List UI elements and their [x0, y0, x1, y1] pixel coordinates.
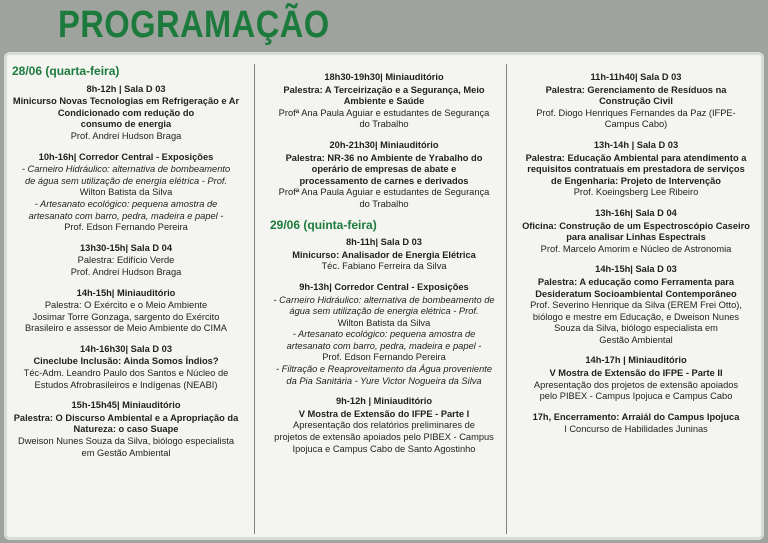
event-detail-line: Prof. Koeingsberg Lee Ribeiro — [573, 187, 699, 198]
event-time-location: 17h, Encerramento: Arraiál do Campus Ipojuca — [532, 411, 740, 422]
event-detail-line: Souza da Silva, biólogo especialista em — [554, 323, 718, 334]
event-detail-line: requisitos contratuais em prestadora de serviços — [527, 164, 745, 175]
schedule-event — [8, 152, 244, 234]
event-detail-line: - Filtração e Reaproveitamento da Água proveniente — [275, 364, 493, 375]
event-time-location: 13h-16h| Sala D 04 — [595, 207, 677, 218]
schedule-event — [266, 72, 502, 131]
event-detail-line: de água sem utilização de energia elétrica - Prof. — [24, 175, 228, 186]
event-detail-line: Construção Civil — [599, 96, 673, 107]
event-detail-line: Profª Ana Paula Aguiar e estudantes de Segurança — [278, 107, 490, 118]
event-detail-line: pelo PIBEX - Campus Ipojuca e Campus Cabo — [539, 391, 733, 402]
event-detail-line: Prof. Marcelo Amorim e Núcleo de Astronomia — [540, 243, 732, 254]
event-detail-line: Ipojuca e Campus Cabo de Santo Agostinho — [292, 443, 476, 454]
schedule-event — [510, 355, 762, 402]
event-detail-line: Campus Cabo) — [604, 119, 668, 130]
event-detail-line: Téc. Fabiano Ferreira da Silva — [321, 261, 447, 272]
event-detail-line: Ambiente e Saúde — [343, 96, 425, 107]
schedule-event — [266, 282, 502, 387]
event-detail-line: V Mostra de Extensão do IFPE - Parte I — [298, 408, 470, 419]
schedule-column-3 — [510, 72, 762, 445]
event-detail-line: Desideratum Socioambiental Contemporâneo — [535, 288, 737, 299]
event-detail-line: Palestra: A educação como Ferramenta para — [537, 276, 735, 287]
event-detail-line: - Artesanato ecológico: pequena amostra de — [34, 198, 218, 209]
event-detail-line: Brasileiro e assessor de Meio Ambiente do CIMA — [24, 323, 228, 334]
schedule-event — [266, 396, 502, 455]
schedule-column-2 — [266, 72, 502, 464]
event-detail-line: processamento de carnes e derivados — [299, 175, 469, 186]
event-detail-line: para analisar Linhas Espectrais — [566, 232, 706, 243]
event-detail-line: Minicurso: Analisador de Energia Elétrica — [292, 249, 476, 260]
event-detail-line: em Gestão Ambiental — [81, 447, 171, 458]
schedule-event — [8, 288, 244, 335]
event-detail-line: Prof. Severino Henrique da Silva (EREM Frei Otto), — [530, 300, 742, 311]
event-detail-line: Prof. Diogo Henriques Fernandes da Paz (IFPE- — [536, 107, 736, 118]
event-time-location: 14h-16h30| Sala D 03 — [79, 343, 172, 354]
event-time-location: 15h-15h45| Miniauditório — [71, 400, 181, 411]
schedule-event — [266, 237, 502, 273]
event-list — [510, 72, 762, 436]
day-heading: 28/06 (quarta-feira) — [12, 64, 120, 78]
column-divider — [506, 64, 507, 534]
event-detail-line: Palestra: Edifício Verde — [77, 255, 175, 266]
event-detail-line: Palestra: Educação Ambiental para atendimento a — [525, 152, 747, 163]
event-detail-line: Gestão Ambiental — [599, 334, 673, 345]
event-detail-line: - Carneiro Hidráulico: alternativa de bombeamento — [21, 164, 231, 175]
event-detail-line: Palestra: Gerenciamento de Resíduos na — [545, 84, 727, 95]
event-detail-line: Prof. Andrei Hudson Braga — [70, 130, 182, 141]
event-detail-line: Estudos Afrobrasileiros e Indígenas (NEABI) — [34, 379, 218, 390]
event-detail-line: Apresentação dos relatórios preliminares de — [293, 420, 475, 431]
event-detail-line: artesanato com barro, pedra, madeira e papel - — [286, 340, 482, 351]
event-time-location: 13h-14h | Sala D 03 — [593, 139, 679, 150]
event-detail-line: Minicurso Novas Tecnologias em Refrigeração e Ar — [12, 96, 240, 107]
schedule-event — [510, 412, 762, 436]
event-detail-line: Prof. Andrei Hudson Braga — [70, 266, 182, 277]
event-detail-line: da Pia Sanitária - Yure Victor Nogueira da Silva — [286, 375, 482, 386]
event-detail-line: Dweison Nunes Souza da Silva, biólogo especialista — [17, 436, 235, 447]
event-detail-line: Condicionado com redução do — [57, 107, 195, 118]
schedule-event — [510, 72, 762, 131]
event-time-location: 8h-11h| Sala D 03 — [346, 237, 422, 248]
schedule-event — [8, 344, 244, 391]
event-time-location: 13h30-15h| Sala D 04 — [79, 242, 172, 253]
event-list — [8, 84, 244, 460]
day-heading: 29/06 (quinta-feira) — [270, 217, 377, 232]
event-detail-line: Wilton Batista da Silva — [337, 317, 431, 328]
event-detail-line: projetos de extensão apoiados pelo PIBEX - Campus — [274, 432, 494, 443]
event-detail-line: consumo de energia — [80, 119, 172, 130]
event-detail-line: Prof. Edson Fernando Pereira — [64, 222, 188, 233]
event-detail-line: Oficina: Construção de um Espectroscópio Caseiro — [522, 220, 750, 231]
event-detail-line: - Artesanato ecológico: pequena amostra de — [292, 329, 476, 340]
event-detail-line: biólogo e mestre em Educação, e Dweison Nunes — [532, 311, 740, 322]
event-time-location: 14h-17h | Miniauditório — [585, 355, 687, 366]
event-time-location: 14h-15h| Sala D 03 — [595, 264, 677, 275]
event-detail-line: água sem utilização de energia elétrica - Prof. — [289, 306, 479, 317]
schedule-event — [510, 208, 762, 255]
column-divider — [254, 64, 255, 534]
event-detail-line: Palestra: A Terceirização e a Segurança, Meio — [283, 84, 485, 95]
event-detail-line: Wilton Batista da Silva — [79, 187, 173, 198]
event-time-location: 14h-15h| Miniauditório — [76, 287, 176, 298]
schedule-event — [8, 243, 244, 279]
schedule-event — [510, 140, 762, 199]
schedule-event — [8, 84, 244, 143]
event-detail-line: - Carneiro Hidráulico: alternativa de bombeamento de — [273, 294, 495, 305]
event-detail-line: Palestra: O Exército e o Meio Ambiente — [44, 300, 208, 311]
schedule-event — [8, 400, 244, 459]
event-detail-line: do Trabalho — [359, 198, 409, 209]
schedule-column-1 — [8, 66, 244, 468]
event-detail-line: de Engenharia: Projeto de Intervenção — [551, 175, 721, 186]
event-time-location: 20h-21h30| Miniauditório — [329, 139, 439, 150]
event-detail-line: artesanato com barro, pedra, madeira e papel - — [28, 210, 224, 221]
event-time-location: 9h-12h | Miniauditório — [335, 396, 433, 407]
event-detail-line: Profª Ana Paula Aguiar e estudantes de Segurança — [278, 187, 490, 198]
event-detail-line: Prof. Edson Fernando Pereira — [322, 352, 446, 363]
event-time-location: 11h-11h40| Sala D 03 — [590, 72, 682, 82]
event-list — [266, 237, 502, 455]
event-detail-line: I Concurso de Habilidades Juninas — [564, 424, 708, 435]
event-detail-line: Palestra: NR-36 no Ambiente de Yrabalho do — [285, 152, 483, 163]
event-time-location: 9h-13h| Corredor Central - Exposições — [299, 281, 469, 292]
event-time-location: 10h-16h| Corredor Central - Exposições — [38, 151, 214, 162]
event-detail-line: Cineclube Inclusão: Ainda Somos Índios? — [33, 356, 219, 367]
event-detail-line: Téc-Adm. Leandro Paulo dos Santos e Núcleo de — [23, 368, 229, 379]
schedule-event — [510, 264, 762, 346]
event-detail-line: do Trabalho — [359, 119, 409, 130]
event-detail-line: V Mostra de Extensão do IFPE - Parte II — [549, 368, 723, 379]
event-detail-line: operário de empresas de abate e — [311, 164, 457, 175]
event-detail-line: Natureza: o caso Suape — [73, 424, 179, 435]
event-detail-line: Palestra: O Discurso Ambiental e a Apropriação da — [13, 412, 239, 423]
event-list — [266, 72, 502, 211]
event-detail-line: Apresentação dos projetos de extensão apoiados — [533, 379, 739, 390]
schedule-event — [266, 140, 502, 211]
event-time-location: 8h-12h | Sala D 03 — [86, 83, 166, 94]
event-detail-line: Josimar Torre Gonzaga, sargento do Exército — [32, 311, 220, 322]
event-time-location: 18h30-19h30| Miniauditório — [324, 72, 444, 82]
page-title: PROGRAMAÇÃO — [58, 4, 330, 46]
